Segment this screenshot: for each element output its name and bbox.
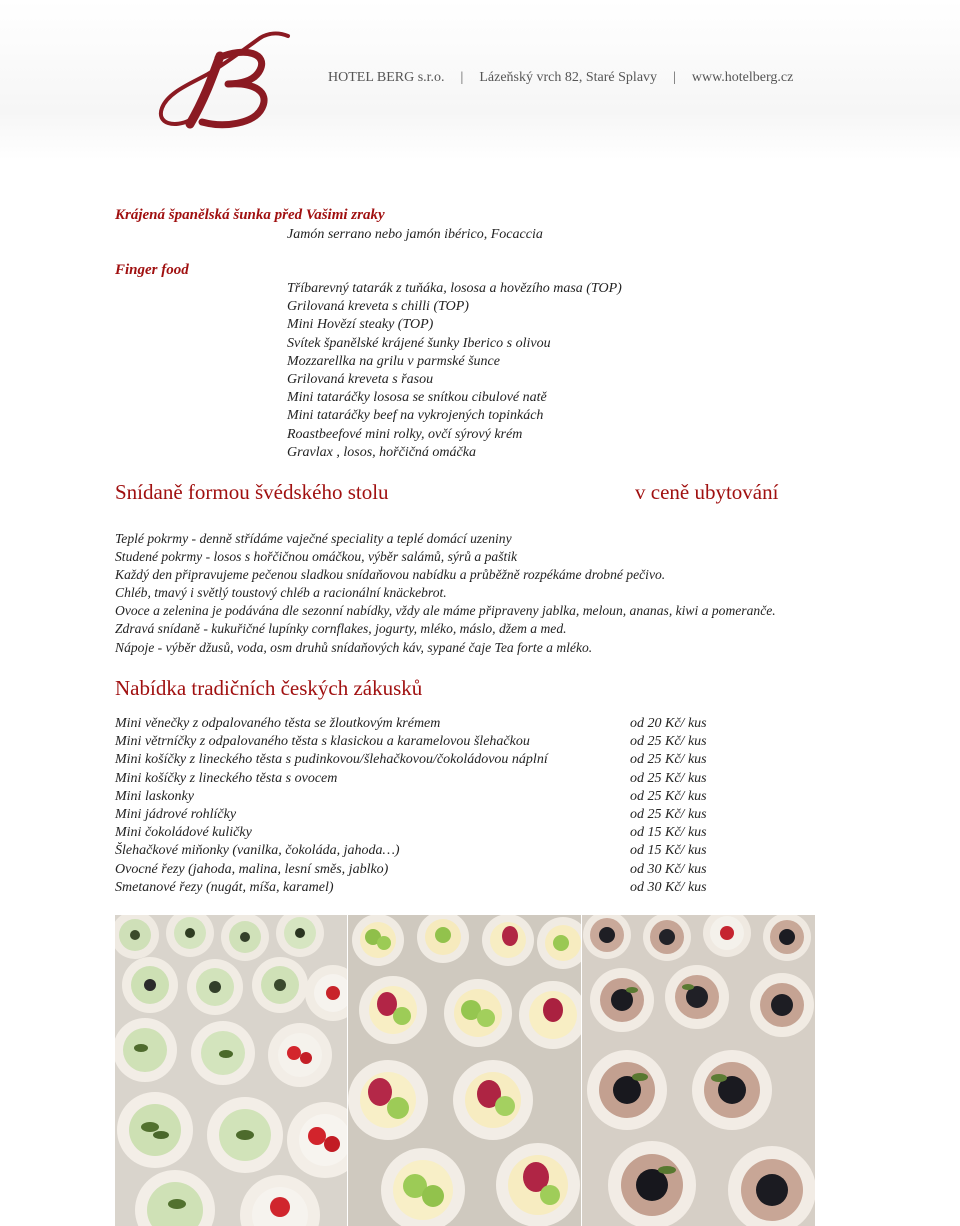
dessert-name: Mini větrníčky z odpalovaného těsta s klasickou a karamelovou šlehačkou [115,734,530,750]
list-item: Grilovaná kreveta s řasou [287,372,434,388]
breakfast-title: Snídaně formou švédského stolu [115,480,389,504]
dessert-price: od 30 Kč/ kus [630,879,707,895]
breakfast-line: Zdravá snídaně - kukuřičné lupínky cornflakes, jogurty, mléko, máslo, džem a med. [115,621,567,637]
desserts-title: Nabídka tradičních českých zákusků [115,676,423,700]
dessert-price: od 30 Kč/ kus [630,861,707,877]
hotel-berg-logo [150,28,300,138]
list-item: Mini tataráčky beef na vykrojených topinkách [287,408,544,424]
finger-food-list [287,280,622,462]
list-item: Tříbarevný tatarák z tuňáka, lososa a hovězího masa (TOP) [287,281,622,296]
dessert-photos [115,915,815,1226]
breakfast-line: Teplé pokrmy - denně střídáme vaječné speciality a teplé domácí uzeniny [115,531,512,546]
dessert-row [115,842,735,860]
dessert-row [115,733,735,751]
breakfast-line: Chléb, tmavý i světlý toustový chléb a racionální knäckebrot. [115,585,447,601]
dessert-price: od 15 Kč/ kus [630,825,707,841]
company-address: Lázeňský vrch 82, Staré Splavy [479,70,658,85]
dessert-name: Smetanové řezy (nugát, míša, karamel) [115,879,334,895]
list-item: Grilovaná kreveta s chilli (TOP) [287,299,469,315]
header-separator: | [460,70,464,85]
finger-food-heading: Finger food [115,262,189,278]
dessert-name: Mini laskonky [115,788,194,804]
dessert-row [115,770,735,788]
breakfast-line: Každý den připravujeme pečenou sladkou snídaňovou nabídku a průběžně rozpékáme drobné pečivo. [115,567,666,583]
dessert-name: Mini čokoládové kuličky [115,825,252,841]
list-item: Mini tataráčky lososa se snítkou cibulové natě [287,390,547,406]
breakfast-description [115,530,835,657]
dessert-price: od 20 Kč/ kus [630,716,707,731]
photo-blackberry-tarts [582,915,815,1226]
dessert-price: od 15 Kč/ kus [630,843,707,859]
dessert-name: Mini věnečky z odpalovaného těsta se žloutkovým krémem [115,716,441,731]
dessert-name: Mini košíčky z lineckého těsta s ovocem [115,770,338,786]
dessert-row [115,715,735,733]
dessert-name: Ovocné řezy (jahoda, malina, lesní směs, jablko) [115,861,389,877]
dessert-price: od 25 Kč/ kus [630,788,707,804]
page-header [0,0,960,160]
dessert-price: od 25 Kč/ kus [630,734,707,750]
breakfast-line: Ovoce a zelenina je podávána dle sezonní nabídky, vždy ale máme připraveny jablka, meloun, ananas, kiwi a pomeranče. [115,603,776,619]
company-name: HOTEL BERG s.r.o. [328,70,445,85]
breakfast-line: Nápoje - výběr džusů, voda, osm druhů snídaňových káv, sypané čaje Tea forte a mléko. [115,639,593,655]
dessert-price: od 25 Kč/ kus [630,806,707,822]
ham-subtitle: Jamón serrano nebo jamón ibérico, Focaccia [287,227,543,242]
list-item: Mini Hovězí steaky (TOP) [287,317,434,333]
dessert-price: od 25 Kč/ kus [630,752,707,768]
list-item: Mozzarellka na grilu v parmské šunce [287,353,500,369]
header-contact-line [328,70,793,86]
breakfast-price-note: v ceně ubytování [635,480,779,504]
dessert-row [115,824,735,842]
dessert-name: Mini košíčky z lineckého těsta s pudinkovou/šlehačkovou/čokoládovou náplní [115,752,548,768]
dessert-name: Šlehačkové miňonky (vanilka, čokoláda, jahoda…) [115,843,400,859]
dessert-row [115,861,735,879]
desserts-list [115,715,735,897]
dessert-price: od 25 Kč/ kus [630,770,707,786]
dessert-row [115,879,735,897]
dessert-name: Mini jádrové rohlíčky [115,806,237,822]
header-separator: | [673,70,676,85]
dessert-row [115,788,735,806]
dessert-row [115,806,735,824]
photo-pistachio-tarts [115,915,347,1226]
photo-fruit-tarts [348,915,581,1226]
dessert-row [115,751,735,769]
list-item: Gravlax , losos, hořčičná omáčka [287,444,476,460]
list-item: Svítek španělské krájené šunky Iberico s olivou [287,335,551,351]
breakfast-line: Studené pokrmy - losos s hořčičnou omáčkou, výběr salámů, sýrů a paštik [115,549,518,565]
company-website[interactable]: www.hotelberg.cz [691,70,794,85]
list-item: Roastbeefové mini rolky, ovčí sýrový krém [287,426,523,442]
ham-heading: Krájená španělská šunka před Vašimi zraky [115,207,385,223]
